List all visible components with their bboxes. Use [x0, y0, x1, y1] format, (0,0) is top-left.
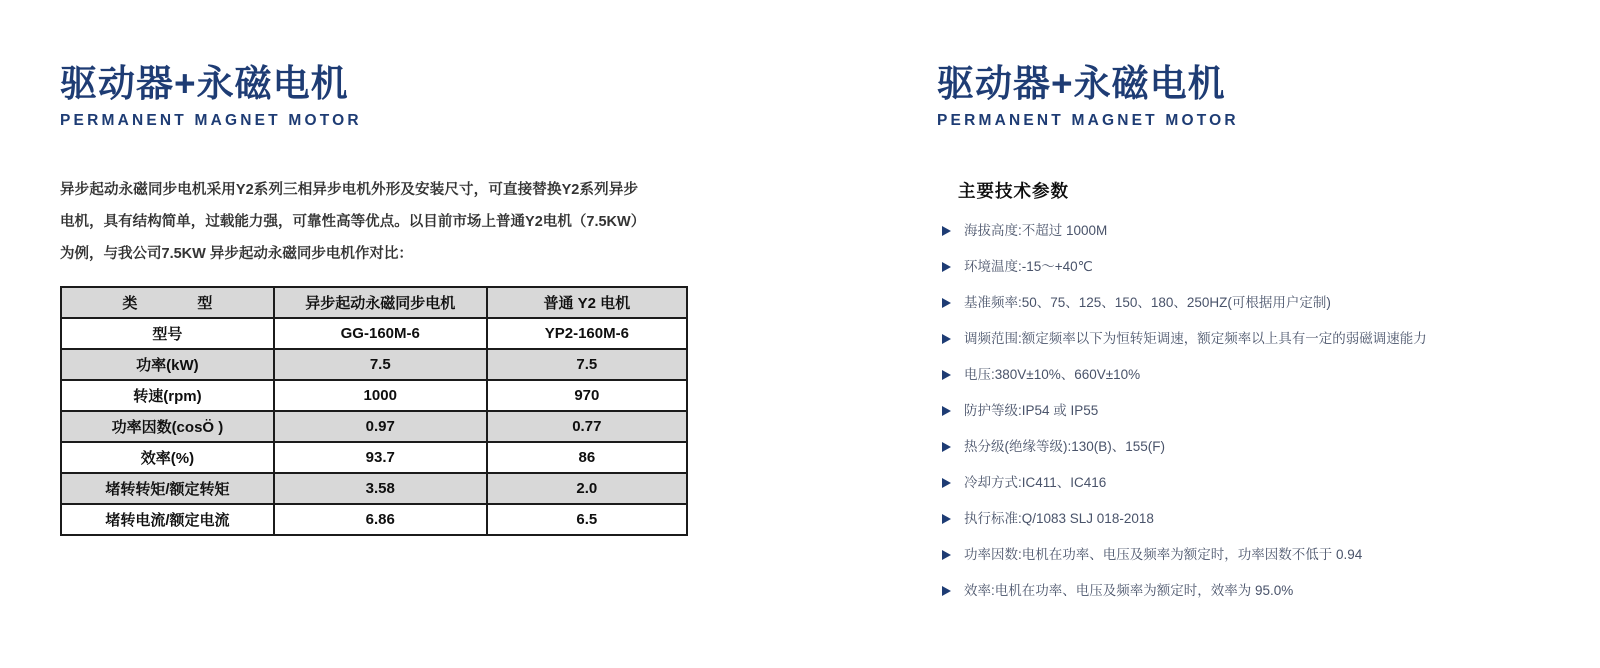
- right-triangle-icon: [942, 478, 951, 488]
- row-pm-value: 7.5: [274, 349, 487, 380]
- table-row: [61, 318, 687, 349]
- spec-text: 基准频率:50、75、125、150、180、250HZ(可根据用户定制): [964, 294, 1331, 310]
- spec-text: 环境温度:-15～+40℃: [964, 258, 1093, 274]
- spec-text: 热分级(绝缘等级):130(B)、155(F): [964, 438, 1166, 454]
- row-label: 效率(%): [61, 442, 274, 473]
- spec-item: [942, 367, 1577, 383]
- right-triangle-icon: [942, 298, 951, 308]
- row-label: 堵转电流/额定电流: [61, 504, 274, 535]
- spec-item: [942, 583, 1577, 599]
- table-row: [61, 442, 687, 473]
- spec-text: 执行标准:Q/1083 SLJ 018-2018: [964, 510, 1154, 526]
- row-y2-value: 7.5: [487, 349, 687, 380]
- right-triangle-icon: [942, 442, 951, 452]
- row-y2-value: 86: [487, 442, 687, 473]
- spec-text: 冷却方式:IC411、IC416: [964, 474, 1107, 490]
- spec-item: [942, 259, 1577, 275]
- spec-text: 调频范围:额定频率以下为恒转矩调速，额定频率以上具有一定的弱磁调速能力: [964, 330, 1427, 346]
- right-triangle-icon: [942, 370, 951, 380]
- spec-text: 效率:电机在功率、电压及频率为额定时，效率为 95.0%: [964, 582, 1294, 598]
- spec-text: 功率因数:电机在功率、电压及频率为额定时，功率因数不低于 0.94: [964, 546, 1363, 562]
- row-y2-value: YP2-160M-6: [487, 318, 687, 349]
- row-pm-value: 3.58: [274, 473, 487, 504]
- spec-item: [942, 223, 1577, 239]
- spec-text: 防护等级:IP54 或 IP55: [964, 402, 1099, 418]
- row-label: 功率(kW): [61, 349, 274, 380]
- row-y2-value: 970: [487, 380, 687, 411]
- page-subtitle-right: PERMANENT MAGNET MOTOR: [937, 111, 1239, 129]
- right-triangle-icon: [942, 406, 951, 416]
- table-header-row: [61, 287, 687, 318]
- row-pm-value: 1000: [274, 380, 487, 411]
- spec-text: 海拔高度:不超过 1000M: [964, 222, 1108, 238]
- spec-item: [942, 439, 1577, 455]
- page-subtitle-left: PERMANENT MAGNET MOTOR: [60, 111, 362, 129]
- row-label: 功率因数(cosÖ ): [61, 411, 274, 442]
- table-row: [61, 349, 687, 380]
- row-label: 转速(rpm): [61, 380, 274, 411]
- header-y2-motor: 普通 Y2 电机: [487, 287, 687, 318]
- row-pm-value: 93.7: [274, 442, 487, 473]
- row-y2-value: 2.0: [487, 473, 687, 504]
- right-triangle-icon: [942, 262, 951, 272]
- spec-item: [942, 547, 1577, 563]
- left-page: [60, 64, 700, 536]
- right-page: [937, 64, 1577, 599]
- page-title-left: 驱动器+永磁电机: [60, 63, 349, 104]
- row-y2-value: 6.5: [487, 504, 687, 535]
- table-row: [61, 473, 687, 504]
- page-title-right: 驱动器+永磁电机: [937, 63, 1226, 104]
- comparison-table: [60, 286, 688, 536]
- header-pm-motor: 异步起动永磁同步电机: [274, 287, 487, 318]
- right-triangle-icon: [942, 550, 951, 560]
- right-triangle-icon: [942, 586, 951, 596]
- row-pm-value: GG-160M-6: [274, 318, 487, 349]
- spec-text: 电压:380V±10%、660V±10%: [964, 366, 1141, 382]
- right-triangle-icon: [942, 334, 951, 344]
- spec-list: [937, 223, 1577, 599]
- header-type: 类 型: [61, 287, 274, 318]
- row-pm-value: 6.86: [274, 504, 487, 535]
- row-y2-value: 0.77: [487, 411, 687, 442]
- spec-item: [942, 403, 1577, 419]
- spec-item: [942, 295, 1577, 311]
- spec-item: [942, 511, 1577, 527]
- right-triangle-icon: [942, 226, 951, 236]
- table-row: [61, 504, 687, 535]
- table-row: [61, 380, 687, 411]
- row-label: 堵转转矩/额定转矩: [61, 473, 274, 504]
- row-label: 型号: [61, 318, 274, 349]
- tech-params-heading: 主要技术参数: [958, 180, 1069, 201]
- spec-item: [942, 475, 1577, 491]
- spec-item: [942, 331, 1577, 347]
- row-pm-value: 0.97: [274, 411, 487, 442]
- intro-paragraph: 异步起动永磁同步电机采用Y2系列三相异步电机外形及安装尺寸，可直接替换Y2系列异步电机，具有结构简单，过载能力强，可靠性高等优点。以目前市场上普通Y2电机（7.5KW）为例，与我公司7.5KW 异步起动永磁同步电机作对比：: [60, 181, 638, 262]
- table-row: [61, 411, 687, 442]
- right-triangle-icon: [942, 514, 951, 524]
